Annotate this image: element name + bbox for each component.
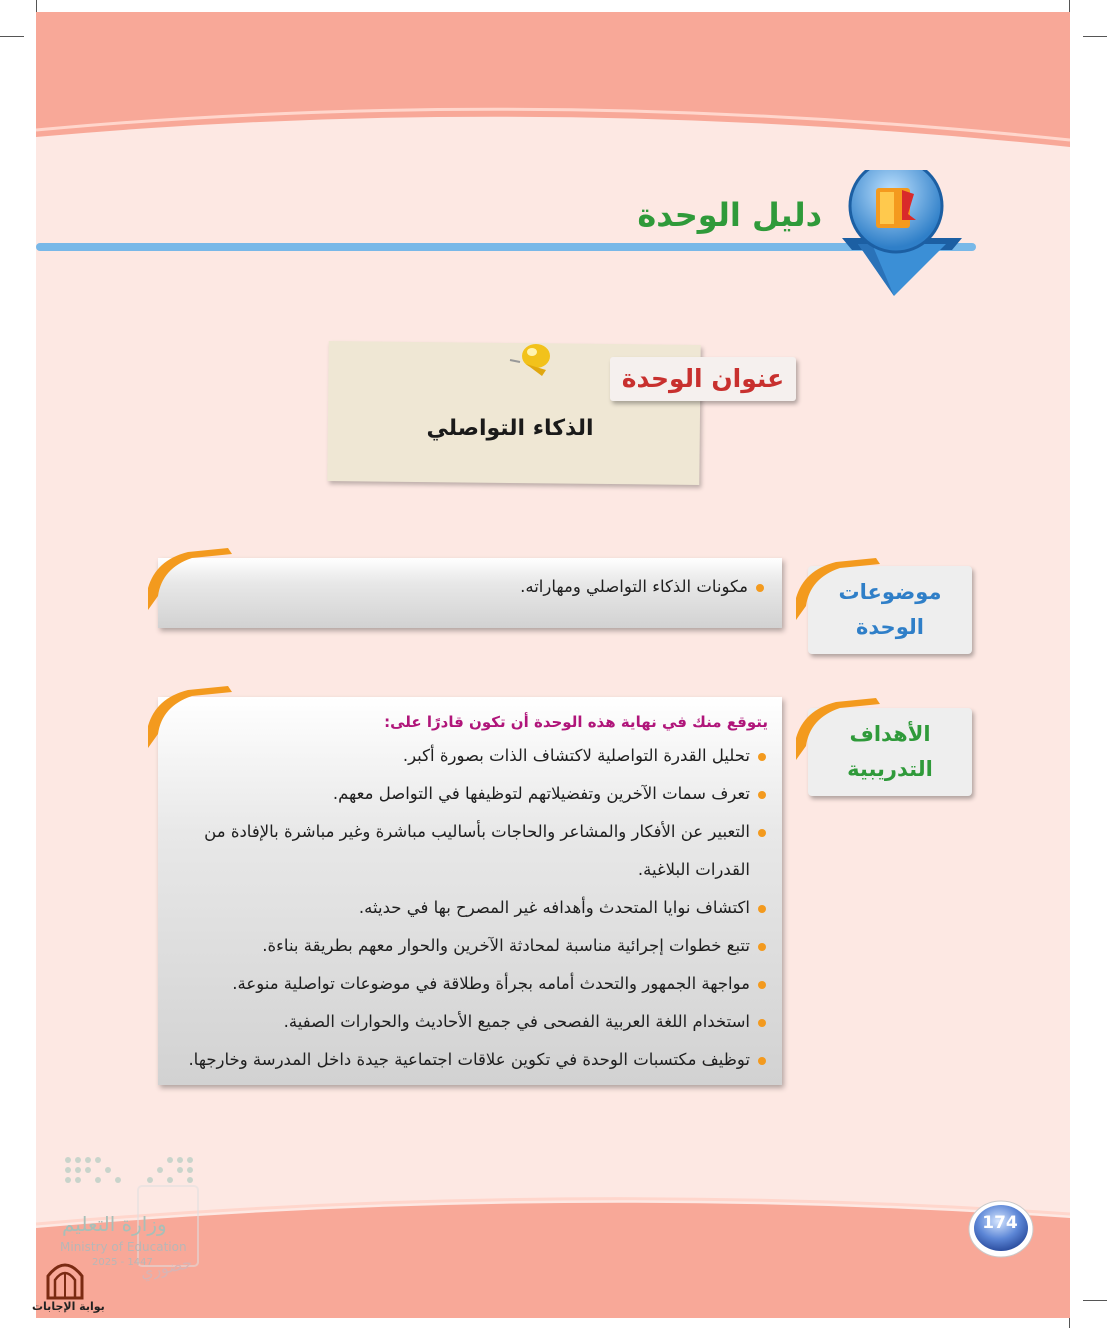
- goals-label-line1: الأهداف: [849, 722, 931, 746]
- goal-item: استخدام اللغة العربية الفصحى في جميع الأحاديث والحوارات الصفية.: [170, 1003, 768, 1041]
- header-divider: [36, 243, 976, 251]
- topics-panel: [158, 558, 782, 628]
- book-emblem-icon: [842, 170, 962, 300]
- answers-portal-logo-icon: [44, 1258, 86, 1300]
- watermark-year: 2025 - 1447: [92, 1257, 153, 1268]
- topics-label-line2: الوحدة: [856, 615, 924, 639]
- crop-mark: [1083, 36, 1107, 37]
- goals-panel: [158, 697, 782, 1085]
- goal-item: اكتشاف نوايا المتحدث وأهدافه غير المصرح بها في حديثه.: [170, 889, 768, 927]
- orange-corner-icon: [796, 698, 880, 762]
- goal-item: مواجهة الجمهور والتحدث أمامه بجرأة وطلاقة في موضوعات تواصلية منوعة.: [170, 965, 768, 1003]
- orange-corner-icon: [796, 558, 880, 622]
- crop-mark: [0, 36, 24, 37]
- goals-label-line2: التدريبية: [847, 757, 933, 781]
- goals-intro: يتوقع منك في نهاية هذه الوحدة أن تكون قادرًا على:: [384, 713, 768, 731]
- topics-label-line1: موضوعات: [838, 580, 942, 604]
- orange-corner-icon: [148, 686, 232, 750]
- goal-item: تحليل القدرة التواصلية لاكتشاف الذات بصورة أكبر.: [170, 737, 768, 775]
- goal-item: تتبع خطوات إجرائية مناسبة لمحادثة الآخرين والحوار معهم بطريقة بناءة.: [170, 927, 768, 965]
- pushpin-icon: [506, 336, 562, 386]
- handwritten-watermark: حضوري: [138, 1252, 194, 1283]
- page-number: 174: [982, 1213, 1018, 1233]
- page-title: دليل الوحدة: [637, 196, 822, 234]
- crop-mark: [1083, 1300, 1107, 1301]
- goal-item: التعبير عن الأفكار والمشاعر والحاجات بأساليب مباشرة وغير مباشرة بالإفادة من القدرات البلاغية.: [170, 813, 768, 889]
- unit-title-label: [610, 357, 796, 401]
- answers-portal-label: بوابة الإجابات: [32, 1300, 105, 1313]
- unit-title-label-text: عنوان الوحدة: [621, 364, 785, 393]
- unit-name: الذكاء التواصلي: [426, 416, 594, 441]
- ministry-watermark-english: Ministry of Education: [60, 1240, 187, 1254]
- ministry-watermark-text: وزارة التعليم: [62, 1212, 167, 1236]
- top-decorative-band: [36, 12, 1070, 162]
- goal-item: توظيف مكتسبات الوحدة في تكوين علاقات اجتماعية جيدة داخل المدرسة وخارجها.: [170, 1041, 768, 1079]
- orange-corner-icon: [148, 548, 232, 612]
- topic-item: مكونات الذكاء التواصلي ومهاراته.: [158, 568, 766, 606]
- goal-item: تعرف سمات الآخرين وتفضيلاتهم لتوظيفها في التواصل معهم.: [170, 775, 768, 813]
